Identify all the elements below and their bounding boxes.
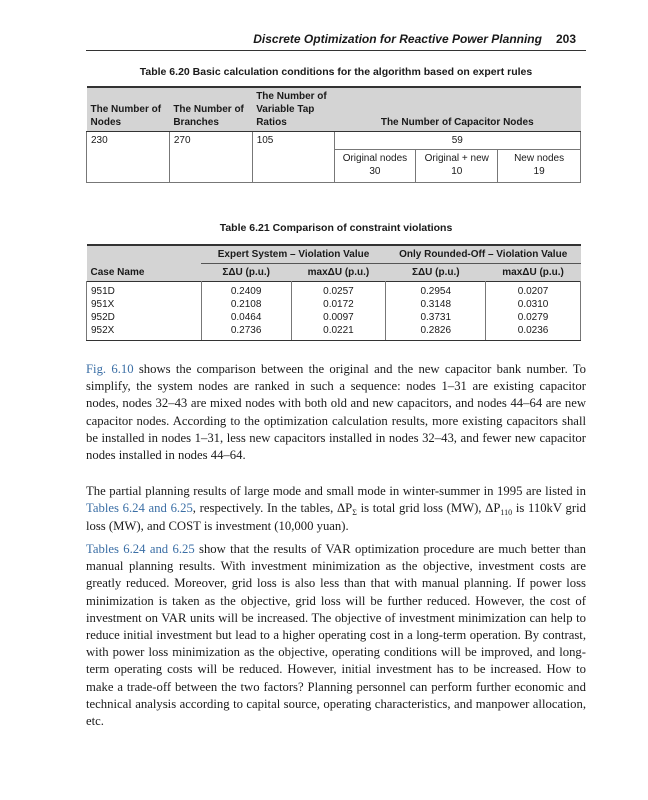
- capacitor-original-label: Original nodes: [342, 153, 408, 164]
- table-6-20-caption: Table 6.20 Basic calculation conditions for the algorithm based on expert rules: [139, 66, 533, 78]
- running-head: [86, 32, 576, 46]
- cell-case: 951D: [87, 282, 202, 299]
- tables-link[interactable]: Tables 6.24 and 6.25: [86, 542, 195, 556]
- cell-case: 951X: [87, 298, 202, 311]
- paragraph-3: [86, 541, 586, 730]
- paragraph-2-part3: is total grid loss (MW), ΔP: [356, 501, 501, 516]
- cell-value: 0.0236: [486, 324, 581, 341]
- col-header-rounded-max: maxΔU (p.u.): [486, 264, 581, 282]
- capacitor-new-value: 19: [533, 166, 545, 177]
- paragraph-1: [86, 361, 586, 464]
- header-rule: [86, 50, 586, 51]
- cell-value: 0.2108: [201, 298, 291, 311]
- paragraph-2: [86, 483, 586, 536]
- header-tap-ratios: The Number of Variable Tap Ratios: [252, 87, 334, 132]
- value-nodes: 230: [87, 132, 170, 183]
- col-header-rounded-sum: ΣΔU (p.u.): [386, 264, 486, 282]
- group-header-rounded: Only Rounded-Off – Violation Value: [386, 245, 581, 264]
- page-number: 203: [555, 32, 576, 46]
- table-row: [87, 311, 581, 324]
- header-blank: [87, 245, 202, 264]
- paragraph-2-part4: is 110kV grid loss (MW), and COST is investment (10,000 yuan).: [86, 501, 586, 534]
- cell-value: 0.3731: [386, 311, 486, 324]
- value-tap-ratios: 105: [252, 132, 334, 183]
- table-6-20: [86, 86, 581, 183]
- cell-value: 0.0097: [291, 311, 386, 324]
- cell-value: 0.0221: [291, 324, 386, 341]
- capacitor-original-new-label: Original + new: [424, 153, 489, 164]
- subscript-110: 110: [500, 508, 513, 518]
- paragraph-2-part1: The partial planning results of large mode and small mode in winter-summer in 1995 are listed in: [86, 484, 586, 498]
- capacitor-original-cell: [334, 150, 416, 183]
- cell-value: 0.2954: [386, 282, 486, 299]
- table-row: [87, 324, 581, 341]
- group-header-expert: Expert System – Violation Value: [201, 245, 386, 264]
- table-row: [87, 282, 581, 299]
- capacitor-original-new-cell: [416, 150, 498, 183]
- tables-link[interactable]: Tables 6.24 and 6.25: [86, 501, 193, 516]
- paragraph-1-text: shows the comparison between the original and the new capacitor bank number. To simplify, the system nodes are ranked in such a sequence: nodes 1–31 are existing capacitor nodes, nodes 32–43 are mixed nodes with both old and new capacitors, and nodes 44–64 are new capacitor nodes. According to the optimization calculation results, more existing capacitors shall be installed in nodes 1–31, less new capacitors installed in nodes 32–43, and fewer new capacitor nodes installed in nodes 44–64.: [86, 362, 586, 463]
- cell-value: 0.0257: [291, 282, 386, 299]
- capacitor-new-label: New nodes: [514, 153, 565, 164]
- header-nodes: The Number of Nodes: [87, 87, 170, 132]
- cell-value: 0.2736: [201, 324, 291, 341]
- value-branches: 270: [169, 132, 252, 183]
- cell-case: 952D: [87, 311, 202, 324]
- paragraph-3-text: show that the results of VAR optimization procedure are much better than manual planning results. With investment minimization as the objective, investment costs are greatly reduced. Moreover, grid loss is also less than that with manual planning. If power loss minimization is taken as the objective, grid loss will be further reduced. However, the cost of investment on VAR units will be increased. The objective of investment minimization can help to reduce initial investment but lead to a higher operating cost in a long-term operation. By contrast, with power loss minimization as the objective, operating conditions will be improved, and long-term operating costs will be reduced. However, initial investment has to be increased. How to make a trade-off between the two factors? Planning personnel can perform further economic and technical analysis according to capital source, operating characteristics, and manpower allocation, etc.: [86, 542, 586, 729]
- cell-case: 952X: [87, 324, 202, 341]
- cell-value: 0.0464: [201, 311, 291, 324]
- cell-value: 0.0279: [486, 311, 581, 324]
- col-header-case-name: Case Name: [87, 264, 202, 282]
- paragraph-2-part2: , respectively. In the tables, ΔP: [192, 501, 353, 516]
- table-6-21: [86, 244, 581, 341]
- capacitor-new-cell: [498, 150, 581, 183]
- capacitor-original-value: 30: [369, 166, 381, 177]
- cell-value: 0.3148: [386, 298, 486, 311]
- cell-value: 0.0207: [486, 282, 581, 299]
- col-header-expert-sum: ΣΔU (p.u.): [201, 264, 291, 282]
- header-branches: The Number of Branches: [169, 87, 252, 132]
- running-head-title: Discrete Optimization for Reactive Power Planning: [253, 32, 542, 46]
- figure-link[interactable]: Fig. 6.10: [86, 362, 134, 376]
- table-row: [87, 298, 581, 311]
- cell-value: 0.0310: [486, 298, 581, 311]
- value-capacitor-total: 59: [334, 132, 580, 150]
- subscript-sigma: Σ: [352, 508, 357, 518]
- capacitor-original-new-value: 10: [451, 166, 463, 177]
- cell-value: 0.2826: [386, 324, 486, 341]
- col-header-expert-max: maxΔU (p.u.): [291, 264, 386, 282]
- cell-value: 0.2409: [201, 282, 291, 299]
- header-capacitor-nodes: The Number of Capacitor Nodes: [334, 87, 580, 132]
- cell-value: 0.0172: [291, 298, 386, 311]
- table-6-21-caption: Table 6.21 Comparison of constraint violations: [219, 222, 453, 234]
